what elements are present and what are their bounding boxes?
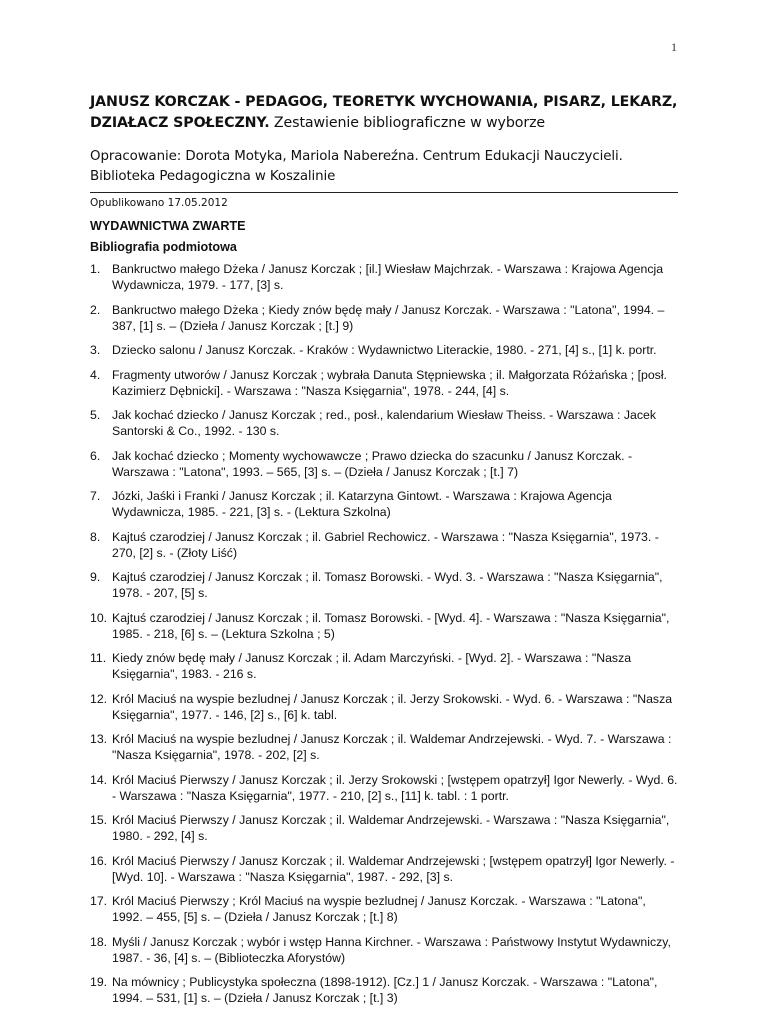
entry-number: 19.: [90, 975, 108, 989]
bibliography-entry: [90, 448, 680, 480]
entry-text: Bankructwo małego Dżeka / Janusz Korczak ; [il.] Wiesław Majchrzak. - Warszawa : Krajowa Agencja Wydawnicza, 1979. - 177, [3] s.: [112, 262, 664, 292]
entry-number: 11.: [90, 651, 107, 665]
bibliography-entry: [90, 731, 680, 763]
bibliography-entry: [90, 650, 680, 682]
bibliography-entry: [90, 367, 680, 399]
entry-number: 16.: [90, 853, 108, 868]
entry-text: Król Maciuś Pierwszy / Janusz Korczak ; il. Waldemar Andrzejewski. - Warszawa : "Nasza Księgarnia", 1980. - 292, [4] s.: [112, 813, 670, 843]
entry-number: 18.: [90, 934, 108, 949]
bibliography-entry: [90, 407, 680, 439]
entry-text: Jak kochać dziecko ; Momenty wychowawcze ; Prawo dziecka do szacunku / Janusz Korczak. - Warszawa : "Latona", 1993. – 565, [3] s. – (Dzieła / Janusz Korczak ; [t.] 7): [112, 448, 633, 479]
entry-text: Król Maciuś na wyspie bezludnej / Janusz Korczak ; il. Jerzy Srokowski. - Wyd. 6. - Warszawa : "Nasza Księgarnia", 1977. - 146, [2] s., [6] k. tabl.: [112, 691, 673, 722]
authors-line: Opracowanie: Dorota Motyka, Mariola Nabereźna. Centrum Edukacji Nauczycieli. Biblioteka Pedagogiczna w Koszalinie: [90, 149, 623, 184]
bibliography-entry: [90, 261, 680, 293]
entry-number: 17.: [90, 894, 108, 908]
entry-number: 13.: [90, 732, 108, 746]
bibliography-section: [90, 218, 680, 1015]
section-heading: WYDAWNICTWA ZWARTE: [90, 219, 246, 233]
entry-number: 3.: [90, 343, 101, 357]
entry-text: Na mównicy ; Publicystyka społeczna (1898-1912). [Cz.] 1 / Janusz Korczak. - Warszawa : "Latona", 1994. – 531, [1] s. – (Dzieła / Janusz Korczak ; [t.] 3): [112, 975, 658, 1005]
document-title: [90, 92, 680, 134]
bibliography-entry: [90, 853, 680, 885]
bibliography-entry: [90, 569, 680, 601]
title-subtitle: Zestawienie bibliograficzne w wyborze: [269, 115, 546, 131]
bibliography-entry: [90, 812, 680, 844]
entry-number: 14.: [90, 772, 108, 787]
header-divider: [90, 192, 678, 193]
entry-text: Król Maciuś Pierwszy / Janusz Korczak ; il. Waldemar Andrzejewski ; [wstępem opatrzył] Igor Newerly. - [Wyd. 10]. - Warszawa : "Nasza Księgarnia", 1987. - 292, [3] s.: [112, 853, 675, 884]
bibliography-entry: [90, 488, 680, 520]
entry-text: Król Maciuś na wyspie bezludnej / Janusz Korczak ; il. Waldemar Andrzejewski. - Wyd. 7. - Warszawa : "Nasza Księgarnia", 1978. - 202, [2] s.: [112, 732, 672, 762]
entry-text: Król Maciuś Pierwszy / Janusz Korczak ; il. Jerzy Srokowski ; [wstępem opatrzył] Igor Newerly. - Wyd. 6. - Warszawa : "Nasza Księgarnia", 1977. - 210, [2] s., [11] k. tabl. : 1 portr.: [112, 772, 678, 803]
bibliography-entry: [90, 893, 680, 925]
published-date: Opublikowano 17.05.2012: [90, 197, 228, 209]
entry-number: 4.: [90, 367, 101, 382]
bibliography-entry: [90, 934, 680, 966]
entry-number: 15.: [90, 813, 108, 827]
bibliography-entry: [90, 691, 680, 723]
entry-text: Kajtuś czarodziej / Janusz Korczak ; il. Tomasz Borowski. - [Wyd. 4]. - Warszawa : "Nasza Księgarnia", 1985. - 218, [6] s. – (Lektura Szkolna ; 5): [112, 610, 670, 641]
entry-number: 9.: [90, 570, 101, 584]
entry-text: Bankructwo małego Dżeka ; Kiedy znów będę mały / Janusz Korczak. - Warszawa : "Latona", 1994. – 387, [1] s. – (Dzieła / Janusz Korczak ; [t.] 9): [112, 302, 665, 333]
entry-text: Dziecko salonu / Janusz Korczak. - Kraków : Wydawnictwo Literackie, 1980. - 271, [4] s., [1] k. portr.: [112, 343, 657, 357]
entry-text: Kajtuś czarodziej / Janusz Korczak ; il. Gabriel Rechowicz. - Warszawa : "Nasza Księgarnia", 1973. - 270, [2] s. - (Złoty Liść): [112, 529, 659, 560]
bibliography-entry: [90, 342, 680, 358]
entry-number: 6.: [90, 448, 101, 463]
entry-text: Kajtuś czarodziej / Janusz Korczak ; il. Tomasz Borowski. - Wyd. 3. - Warszawa : "Nasza Księgarnia", 1978. - 207, [5] s.: [112, 570, 663, 600]
entry-number: 2.: [90, 302, 101, 317]
entry-number: 1.: [90, 262, 101, 276]
bibliography-entry: [90, 529, 680, 561]
entry-number: 12.: [90, 691, 108, 706]
bibliography-list: [90, 261, 680, 1006]
entry-number: 7.: [90, 489, 101, 503]
entry-text: Kiedy znów będę mały / Janusz Korczak ; il. Adam Marczyński. - [Wyd. 2]. - Warszawa : "Nasza Księgarnia", 1983. - 216 s.: [112, 651, 632, 681]
entry-number: 8.: [90, 529, 101, 544]
bibliography-entry: [90, 974, 680, 1006]
page-number: 1: [671, 40, 677, 54]
entry-text: Myśli / Janusz Korczak ; wybór i wstęp Hanna Kirchner. - Warszawa : Państwowy Instytut Wydawniczy, 1987. - 36, [4] s. – (Biblioteczka Aforystów): [112, 934, 671, 965]
entry-number: 5.: [90, 408, 101, 422]
entry-text: Józki, Jaśki i Franki / Janusz Korczak ; il. Katarzyna Gintowt. - Warszawa : Krajowa Agencja Wydawnicza, 1985. - 221, [3] s. - (Lektura Szkolna): [112, 489, 612, 519]
title-bold: JANUSZ KORCZAK - PEDAGOG, TEORETYK WYCHOWANIA, PISARZ, LEKARZ, DZIAŁACZ SPOŁECZNY.: [90, 94, 678, 131]
bibliography-entry: [90, 302, 680, 334]
bibliography-entry: [90, 610, 680, 642]
bibliography-entry: [90, 772, 680, 804]
entry-text: Fragmenty utworów / Janusz Korczak ; wybrała Danuta Stępniewska ; il. Małgorzata Różańska ; [posł. Kazimierz Dębnicki]. - Warszawa : "Nasza Księgarnia", 1978. - 244, [4] s.: [112, 367, 667, 398]
entry-text: Król Maciuś Pierwszy ; Król Maciuś na wyspie bezludnej / Janusz Korczak. - Warszawa : "Latona", 1992. – 455, [5] s. – (Dzieła / Janusz Korczak ; [t.] 8): [112, 894, 646, 924]
entry-number: 10.: [90, 610, 108, 625]
entry-text: Jak kochać dziecko / Janusz Korczak ; red., posł., kalendarium Wiesław Theiss. - Warszawa : Jacek Santorski & Co., 1992. - 130 s.: [112, 408, 656, 438]
subsection-heading: Bibliografia podmiotowa: [90, 240, 237, 254]
